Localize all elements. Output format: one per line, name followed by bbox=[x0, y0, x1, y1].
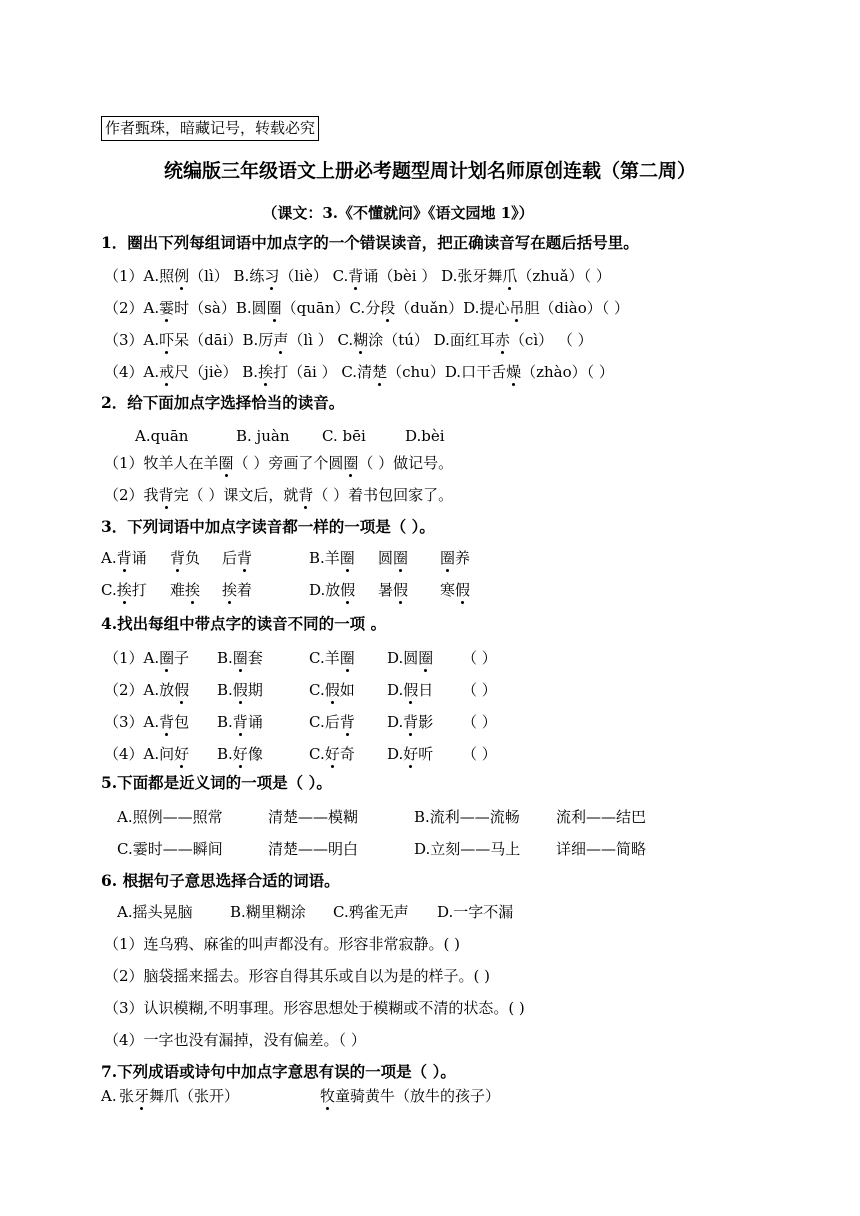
question-6-stem: 6. 根据句子意思选择合适的词语。 bbox=[101, 871, 340, 890]
option-cell bbox=[309, 579, 355, 601]
dotted-char: 圈 bbox=[343, 454, 359, 472]
dotted-char: 假 bbox=[324, 681, 340, 699]
text-segment: A. bbox=[101, 1087, 117, 1105]
text-segment: （zhào）（ ） bbox=[521, 363, 614, 381]
q1-row bbox=[104, 297, 629, 319]
text-segment: （liè） C. bbox=[279, 267, 349, 285]
text-segment: B.羊 bbox=[309, 549, 340, 567]
dotted-char: 好 bbox=[174, 745, 190, 763]
text-segment: （4）A. bbox=[104, 363, 160, 381]
option-cell bbox=[101, 547, 147, 569]
dotted-char: 圈 bbox=[159, 649, 175, 667]
option-cell bbox=[462, 679, 497, 701]
option-cell bbox=[222, 547, 252, 569]
q1-row bbox=[104, 265, 611, 287]
option-cell bbox=[101, 579, 147, 601]
text-segment: 完（ ）课文后，就 bbox=[173, 486, 299, 504]
option-cell bbox=[217, 743, 263, 765]
option-cell bbox=[462, 711, 497, 733]
text-segment: （lì） B.练 bbox=[189, 267, 265, 285]
dotted-char: 圈 bbox=[339, 549, 355, 567]
text-segment: 着 bbox=[237, 581, 253, 599]
text-segment: 诵 bbox=[247, 713, 263, 731]
text-segment: B. bbox=[217, 745, 233, 763]
dotted-char: 燥 bbox=[506, 363, 522, 381]
text-segment: D. bbox=[387, 713, 404, 731]
option-cell bbox=[104, 679, 189, 701]
text-segment: （lì ） C. bbox=[288, 331, 354, 349]
q6-option: B.糊里糊涂 bbox=[230, 903, 306, 921]
q2-row bbox=[104, 452, 453, 474]
option-cell bbox=[378, 547, 408, 569]
option-cell bbox=[217, 679, 263, 701]
option-cell bbox=[222, 579, 252, 601]
text-segment: A. bbox=[101, 549, 117, 567]
text-segment: 难 bbox=[170, 581, 186, 599]
dotted-char: 霎 bbox=[159, 299, 175, 317]
q2-option: D.bèi bbox=[405, 427, 445, 445]
dotted-char: 楚 bbox=[372, 363, 388, 381]
text-segment: D. bbox=[387, 745, 404, 763]
text-segment: （cì） （ ） bbox=[509, 331, 593, 349]
option-cell bbox=[309, 679, 355, 701]
dotted-char: 背 bbox=[403, 713, 419, 731]
q6-item: （2）脑袋摇来摇去。形容自得其乐或自以为是的样子。( ) bbox=[104, 967, 491, 985]
text-segment: （1）A.照 bbox=[104, 267, 175, 285]
dotted-char: 背 bbox=[298, 486, 314, 504]
dotted-char: 假 bbox=[393, 581, 409, 599]
text-segment: 影 bbox=[418, 713, 434, 731]
text-segment: （2）A.放 bbox=[104, 681, 175, 699]
text-segment: （quān）C.分 bbox=[281, 299, 381, 317]
text-segment: （ ）着书包回家了。 bbox=[313, 486, 454, 504]
dotted-char: 吊 bbox=[509, 299, 525, 317]
q1-row bbox=[104, 329, 593, 351]
dotted-char: 爪 bbox=[502, 267, 518, 285]
dotted-char: 圈 bbox=[418, 649, 434, 667]
option-cell bbox=[440, 547, 470, 569]
text-segment: （3）A. bbox=[104, 713, 160, 731]
text-segment: 打（āi ） C.清 bbox=[273, 363, 373, 381]
text-segment: 寒 bbox=[440, 581, 456, 599]
dotted-char: 例 bbox=[174, 267, 190, 285]
text-segment: （ ） bbox=[462, 681, 497, 699]
text-segment: 暑 bbox=[378, 581, 394, 599]
text-segment: 圆 bbox=[378, 549, 394, 567]
q6-option: D.一字不漏 bbox=[437, 903, 514, 921]
option-cell bbox=[104, 743, 189, 765]
text-segment: 诵（bèi ） D.张牙舞 bbox=[363, 267, 503, 285]
text-segment: 期 bbox=[247, 681, 263, 699]
dotted-char: 糊 bbox=[353, 331, 369, 349]
q5-option: 流利——结巴 bbox=[556, 808, 647, 826]
question-4-stem: 4.找出每组中带点字的读音不同的一项 。 bbox=[101, 614, 387, 633]
dotted-char: 假 bbox=[174, 681, 190, 699]
q5-option: 清楚——明白 bbox=[268, 840, 359, 858]
text-segment: D.放 bbox=[309, 581, 341, 599]
text-segment: 诵 bbox=[131, 549, 147, 567]
text-segment: 童骑黄牛（放牛的孩子） bbox=[335, 1087, 501, 1105]
text-segment: （ ） bbox=[462, 649, 497, 667]
q5-option: 详细——简略 bbox=[556, 840, 647, 858]
option-cell bbox=[170, 547, 200, 569]
question-2-stem: 2．给下面加点字选择恰当的读音。 bbox=[101, 393, 345, 412]
dotted-char: 段 bbox=[380, 299, 396, 317]
q6-item: （4）一字也没有漏掉，没有偏差。（ ） bbox=[104, 1031, 366, 1049]
dotted-char: 挨 bbox=[222, 581, 238, 599]
option-cell bbox=[119, 1085, 239, 1107]
text-segment: 子 bbox=[174, 649, 190, 667]
text-segment: 奇 bbox=[339, 745, 355, 763]
option-cell bbox=[387, 743, 433, 765]
dotted-char: 圈 bbox=[339, 649, 355, 667]
dotted-char: 挨 bbox=[116, 581, 132, 599]
text-segment: 像 bbox=[247, 745, 263, 763]
option-cell bbox=[462, 647, 497, 669]
dotted-char: 圈 bbox=[393, 549, 409, 567]
q5-option: B.流利——流畅 bbox=[414, 808, 520, 826]
text-segment: 张 bbox=[119, 1087, 135, 1105]
text-segment: （1）牧羊人在羊 bbox=[104, 454, 219, 472]
option-cell bbox=[462, 743, 497, 765]
q5-option: D.立刻——马上 bbox=[414, 840, 521, 858]
option-cell bbox=[217, 711, 263, 733]
text-segment: 呆（dāi）B.厉 bbox=[174, 331, 274, 349]
option-cell bbox=[309, 711, 355, 733]
page-title: 统编版三年级语文上册必考题型周计划名师原创连载（第二周） bbox=[163, 160, 696, 182]
dotted-char: 好 bbox=[403, 745, 419, 763]
dotted-char: 圈 bbox=[218, 454, 234, 472]
dotted-char: 背 bbox=[339, 713, 355, 731]
text-segment: C. bbox=[309, 745, 325, 763]
q6-option: C.鸦雀无声 bbox=[333, 903, 409, 921]
option-cell bbox=[217, 647, 263, 669]
text-segment: （4）A.问 bbox=[104, 745, 175, 763]
q6-item: （3）认识模糊,不明事理。形容思想处于模糊或不清的状态。( ) bbox=[104, 999, 525, 1017]
dotted-char: 假 bbox=[232, 681, 248, 699]
q6-option: A.摇头晃脑 bbox=[117, 903, 193, 921]
text-segment: 打 bbox=[131, 581, 147, 599]
author-note-box: 作者甄珠，暗藏记号，转载必究 bbox=[101, 116, 319, 141]
dotted-char: 假 bbox=[455, 581, 471, 599]
text-segment: 包 bbox=[174, 713, 190, 731]
text-segment: （3）A. bbox=[104, 331, 160, 349]
option-cell bbox=[309, 547, 355, 569]
dotted-char: 牧 bbox=[320, 1087, 336, 1105]
q2-option: B. juàn bbox=[236, 427, 290, 445]
text-segment: 日 bbox=[418, 681, 434, 699]
text-segment: B. bbox=[217, 649, 233, 667]
option-cell bbox=[309, 647, 355, 669]
text-segment: （1）A. bbox=[104, 649, 160, 667]
dotted-char: 背 bbox=[159, 713, 175, 731]
text-segment: （duǎn）D.提心 bbox=[395, 299, 510, 317]
option-cell bbox=[387, 679, 433, 701]
question-1-stem: 1．圈出下列每组词语中加点字的一个错误读音，把正确读音写在题后括号里。 bbox=[101, 233, 639, 252]
dotted-char: 背 bbox=[116, 549, 132, 567]
text-segment: 尺（jiè） B. bbox=[174, 363, 259, 381]
text-segment: 听 bbox=[418, 745, 434, 763]
text-segment: C.后 bbox=[309, 713, 340, 731]
dotted-char: 圈 bbox=[440, 549, 456, 567]
dotted-char: 背 bbox=[348, 267, 364, 285]
text-segment: 时（sà）B.圆 bbox=[174, 299, 267, 317]
text-segment: 套 bbox=[247, 649, 263, 667]
dotted-char: 好 bbox=[324, 745, 340, 763]
text-segment: 胆（diào）（ ） bbox=[524, 299, 630, 317]
text-segment: （chu）D.口干舌 bbox=[387, 363, 507, 381]
page-subtitle: （课文：3.《不懂就问》《语文园地 1》） bbox=[262, 204, 534, 222]
text-segment: D. bbox=[387, 681, 404, 699]
dotted-char: 吓 bbox=[159, 331, 175, 349]
q5-option: C.霎时——瞬间 bbox=[117, 840, 223, 858]
text-segment: （ ） bbox=[462, 745, 497, 763]
dotted-char: 圈 bbox=[232, 649, 248, 667]
text-segment: （ ）旁画了个圆 bbox=[233, 454, 344, 472]
text-segment: （ ） bbox=[462, 713, 497, 731]
text-segment: 后 bbox=[222, 549, 238, 567]
question-5-stem: 5.下面都是近义词的一项是（ ）。 bbox=[101, 773, 332, 792]
option-cell bbox=[104, 647, 189, 669]
text-segment: D.圆 bbox=[387, 649, 419, 667]
q1-row bbox=[104, 361, 614, 383]
text-segment: （2）A. bbox=[104, 299, 160, 317]
option-cell bbox=[309, 743, 355, 765]
text-segment: （ ）做记号。 bbox=[358, 454, 454, 472]
text-segment: 舞爪（张开） bbox=[149, 1087, 240, 1105]
option-cell bbox=[104, 711, 189, 733]
dotted-char: 声 bbox=[273, 331, 289, 349]
dotted-char: 牙 bbox=[134, 1087, 150, 1105]
option-cell bbox=[387, 647, 433, 669]
option-cell bbox=[101, 1085, 117, 1107]
text-segment: B. bbox=[217, 681, 233, 699]
text-segment: 涂（tú） D.面红耳 bbox=[368, 331, 495, 349]
dotted-char: 挨 bbox=[258, 363, 274, 381]
dotted-char: 背 bbox=[170, 549, 186, 567]
text-segment: C. bbox=[101, 581, 117, 599]
text-segment: 负 bbox=[185, 549, 201, 567]
dotted-char: 戒 bbox=[159, 363, 175, 381]
dotted-char: 背 bbox=[237, 549, 253, 567]
question-7-stem: 7.下列成语或诗句中加点字意思有误的一项是（ ）。 bbox=[101, 1062, 456, 1081]
dotted-char: 圈 bbox=[266, 299, 282, 317]
option-cell bbox=[320, 1085, 500, 1107]
dotted-char: 背 bbox=[158, 486, 174, 504]
option-cell bbox=[387, 711, 433, 733]
q2-row bbox=[104, 484, 453, 506]
option-cell bbox=[378, 579, 408, 601]
text-segment: 如 bbox=[339, 681, 355, 699]
dotted-char: 习 bbox=[264, 267, 280, 285]
option-cell bbox=[440, 579, 470, 601]
q6-item: （1）连乌鸦、麻雀的叫声都没有。形容非常寂静。( ) bbox=[104, 935, 461, 953]
text-segment: （2）我 bbox=[104, 486, 159, 504]
dotted-char: 假 bbox=[403, 681, 419, 699]
q5-option: 清楚——模糊 bbox=[268, 808, 359, 826]
question-3-stem: 3．下列词语中加点字读音都一样的一项是（ ）。 bbox=[101, 517, 435, 536]
dotted-char: 赤 bbox=[494, 331, 510, 349]
text-segment: B. bbox=[217, 713, 233, 731]
q5-option: A.照例——照常 bbox=[117, 808, 223, 826]
text-segment: C. bbox=[309, 681, 325, 699]
dotted-char: 背 bbox=[232, 713, 248, 731]
dotted-char: 挨 bbox=[185, 581, 201, 599]
text-segment: 养 bbox=[455, 549, 471, 567]
q2-option: C. bēi bbox=[322, 427, 366, 445]
option-cell bbox=[170, 579, 200, 601]
q2-option: A.quān bbox=[135, 427, 189, 445]
dotted-char: 假 bbox=[340, 581, 356, 599]
text-segment: （zhuǎ）（ ） bbox=[517, 267, 611, 285]
text-segment: C.羊 bbox=[309, 649, 340, 667]
dotted-char: 好 bbox=[232, 745, 248, 763]
